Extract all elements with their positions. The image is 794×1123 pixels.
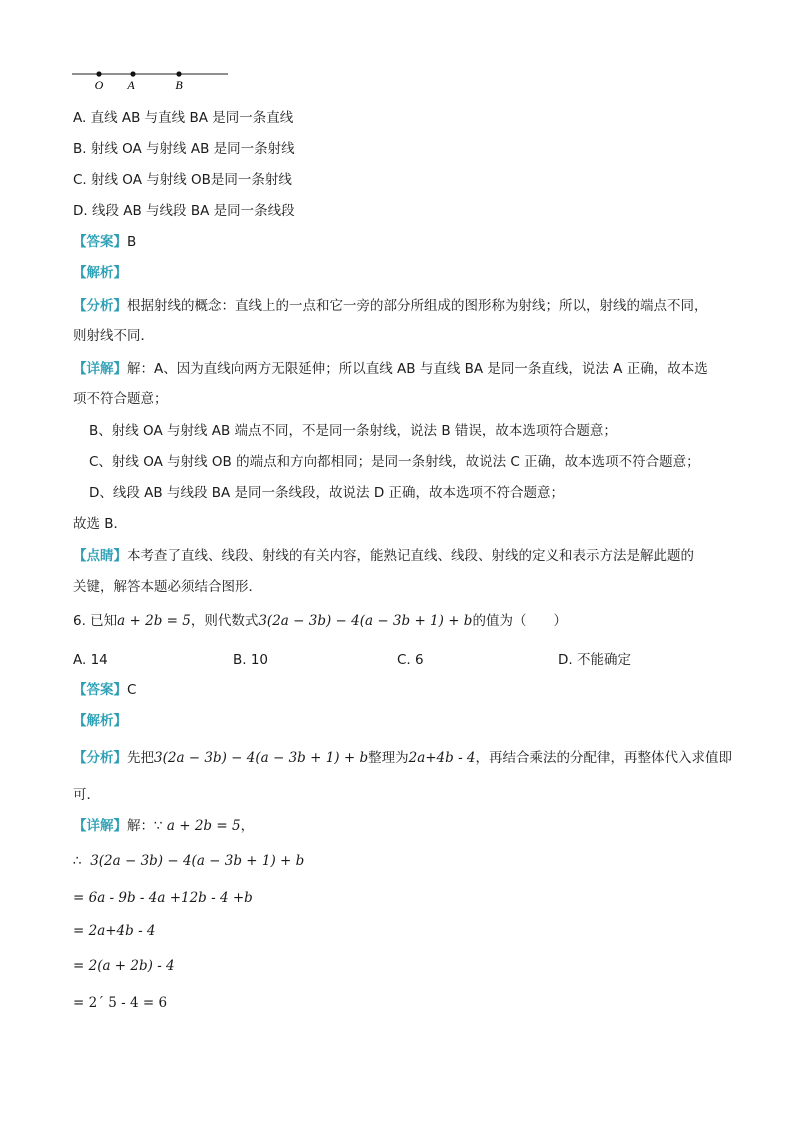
q5-fenxi-line1 — [73, 296, 708, 316]
q6-step0-expr: 3(2a − 3b) − 4(a − 3b + 1) + b — [90, 853, 305, 869]
q6-answer-tag: 【答案】 — [73, 682, 127, 698]
q5-option-a: A. 直线 AB 与直线 BA 是同一条直线 — [73, 110, 294, 126]
q5-option-d: D. 线段 AB 与线段 BA 是同一条线段 — [73, 203, 295, 219]
q6-xiangjie-text: 解：∵ — [127, 818, 167, 834]
answer-tag: 【答案】 — [73, 234, 127, 250]
q6-option-b: B. 10 — [233, 652, 269, 668]
q5-option-b: B. 射线 OA 与射线 AB 是同一条射线 — [73, 141, 295, 157]
q6-stem-prefix: 6. 已知 — [73, 613, 118, 629]
q6-fenxi-result: 2a+4b - 4 — [408, 750, 476, 766]
number-line-figure — [70, 64, 232, 94]
q6-analysis-heading — [73, 711, 127, 731]
q6-option-c: C. 6 — [397, 652, 424, 668]
q6-fenxi-line1 — [73, 748, 732, 768]
q6-given: a + 2b = 5 — [117, 613, 191, 629]
q6-fenxi-tag: 【分析】 — [73, 750, 127, 766]
q5-xiangjie-line1 — [73, 359, 708, 379]
q6-xiangjie-given: a + 2b = 5 — [166, 818, 241, 834]
label-o: O — [94, 78, 104, 92]
fenxi-tag: 【分析】 — [73, 298, 127, 314]
q6-step3: = 2(a + 2b) - 4 — [73, 958, 175, 974]
q6-expression: 3(2a − 3b) − 4(a − 3b + 1) + b — [258, 613, 473, 629]
q5-fenxi-line2: 则射线不同． — [73, 328, 154, 344]
label-a: A — [127, 78, 135, 92]
q6-answer — [73, 680, 136, 700]
point-a — [130, 71, 135, 76]
q6-step4: = 2´ 5 - 4 = 6 — [73, 995, 168, 1011]
q6-analysis-tag: 【解析】 — [73, 713, 127, 729]
dianjing-tag: 【点睛】 — [73, 548, 127, 564]
q6-xiangjie-line — [73, 816, 254, 836]
q5-dianjing-line2: 关键，解答本题必须结合图形． — [73, 579, 262, 595]
answer-value: B — [127, 234, 137, 250]
q5-xiangjie-line2: 项不符合题意； — [73, 391, 168, 407]
q5-xiangjie-b: B、射线 OA 与射线 AB 端点不同，不是同一条射线，说法 B 错误，故本选项符合题意； — [89, 423, 617, 439]
q6-fenxi-line2: 可． — [73, 787, 100, 803]
q6-step1: = 6a - 9b - 4a +12b - 4 +b — [73, 890, 253, 906]
q5-answer — [73, 232, 136, 252]
fenxi-text: 根据射线的概念：直线上的一点和它一旁的部分所组成的图形称为射线；所以，射线的端点不同， — [127, 298, 708, 314]
q5-dianjing-line1 — [73, 546, 694, 566]
q6-xiangjie-comma: ， — [240, 818, 255, 834]
point-b — [176, 71, 181, 76]
q5-option-c: C. 射线 OA 与射线 OB是同一条射线 — [73, 172, 292, 188]
q5-xiangjie-c: C、射线 OA 与射线 OB 的端点和方向都相同；是同一条射线，故说法 C 正确，故本选项不符合题意； — [89, 454, 700, 470]
q5-analysis-heading — [73, 263, 127, 283]
analysis-tag: 【解析】 — [73, 265, 127, 281]
xiangjie-text: 解：A、因为直线向两方无限延伸；所以直线 AB 与直线 BA 是同一条直线，说法 A 正确，故本选 — [127, 361, 708, 377]
q6-stem-mid: ，则代数式 — [190, 613, 259, 629]
q6-option-a: A. 14 — [73, 652, 108, 668]
q6-fenxi-expr: 3(2a − 3b) − 4(a − 3b + 1) + b — [154, 750, 369, 766]
label-b: B — [175, 78, 183, 92]
q6-stem-suffix: 的值为（ ） — [472, 613, 567, 629]
q6-fenxi-b: 整理为 — [368, 750, 409, 766]
q6-step0 — [73, 851, 304, 871]
q6-stem — [73, 611, 567, 631]
q6-step2: = 2a+4b - 4 — [73, 923, 156, 939]
xiangjie-tag: 【详解】 — [73, 361, 127, 377]
point-o — [96, 71, 101, 76]
q6-answer-value: C — [127, 682, 137, 698]
q5-xiangjie-d: D、线段 AB 与线段 BA 是同一条线段，故说法 D 正确，故本选项不符合题意； — [89, 485, 565, 501]
q6-fenxi-a: 先把 — [127, 750, 154, 766]
dianjing-text: 本考查了直线、线段、射线的有关内容，能熟记直线、线段、射线的定义和表示方法是解此题的 — [127, 548, 694, 564]
q6-option-d: D. 不能确定 — [558, 652, 631, 668]
q6-xiangjie-tag: 【详解】 — [73, 818, 127, 834]
q6-fenxi-c: ，再结合乘法的分配律，再整体代入求值即 — [475, 750, 733, 766]
figure-svg — [70, 64, 232, 94]
therefore-symbol: ∴ — [73, 853, 82, 869]
q5-conclusion: 故选 B． — [73, 516, 128, 532]
